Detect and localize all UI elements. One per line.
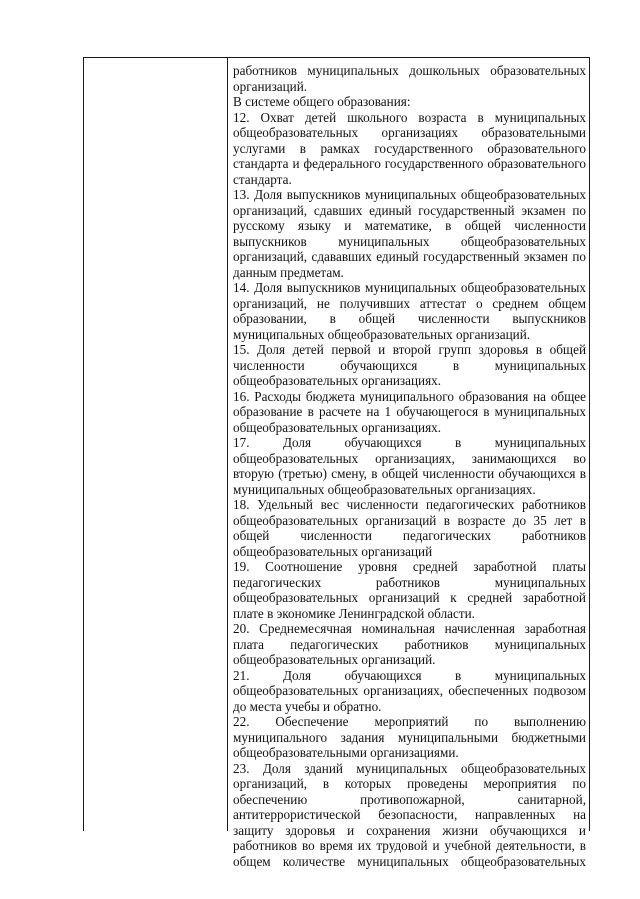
indicator-21: 21. Доля обучающихся в муниципальных общеобразовательных организациях, обеспеченных подвозом до места учебы и обратно. — [233, 667, 586, 714]
indicator-23: 23. Доля зданий муниципальных общеобразовательных организаций, в которых проведены мероприятия по обеспечению противопожарной, санитарной, антитеррористической безопасности, направленных на защиту здоровья и сохранения жизни обучающихся и работников во время их трудовой и учебной деятельности, в общем количестве муниципальных общеобразовательных — [233, 760, 586, 869]
indicator-12: 12. Охват детей школьного возраста в муниципальных общеобразовательных организациях образовательными услугами в рамках государственного образовательного стандарта и федерального государственного образовательного стандарта. — [233, 109, 586, 187]
indicator-table — [83, 57, 590, 869]
indicator-22: 22. Обеспечение мероприятий по выполнению муниципального задания муниципальными бюджетными общеобразовательными организациями. — [233, 714, 586, 760]
indicator-13: 13. Доля выпускников муниципальных общеобразовательных организаций, сдавших единый государственный экзамен по русскому языку и математике, в общей численности выпускников муниципальных общеобразовательных организаций, сдававших единый государственный экзамен по данным предметам. — [233, 187, 586, 280]
indicator-15: 15. Доля детей первой и второй групп здоровья в общей численности обучающихся в муниципальных общеобразовательных организациях. — [233, 342, 586, 388]
section-heading-general-education: В системе общего образования: — [233, 94, 411, 109]
indicator-14: 14. Доля выпускников муниципальных общеобразовательных организаций, не получивших аттестат о среднем общем образовании, в общей численности выпускников муниципальных общеобразовательных организаций. — [233, 280, 586, 342]
paragraph-continuation: работников муниципальных дошкольных образовательных организаций. — [233, 63, 586, 94]
left-column-cell — [84, 58, 228, 831]
indicators-cell — [228, 58, 589, 869]
indicator-20: 20. Среднемесячная номинальная начисленная заработная плата педагогических работников муниципальных общеобразовательных организаций. — [233, 621, 586, 667]
indicator-18: 18. Удельный вес численности педагогических работников общеобразовательных организаций в возрасте до 35 лет в общей численности педагогических работников общеобразовательных организаций — [233, 497, 586, 559]
indicator-19: 19. Соотношение уровня средней заработной платы педагогических работников муниципальных общеобразовательных организаций к средней заработной плате в экономике Ленинградской области. — [233, 559, 586, 621]
indicator-17: 17. Доля обучающихся в муниципальных общеобразовательных организациях, занимающихся во вторую (третью) смену, в общей численности обучающихся в муниципальных общеобразовательных организациях. — [233, 435, 586, 497]
indicator-16: 16. Расходы бюджета муниципального образования на общее образование в расчете на 1 обучающегося в муниципальных общеобразовательных организациях. — [233, 388, 586, 435]
